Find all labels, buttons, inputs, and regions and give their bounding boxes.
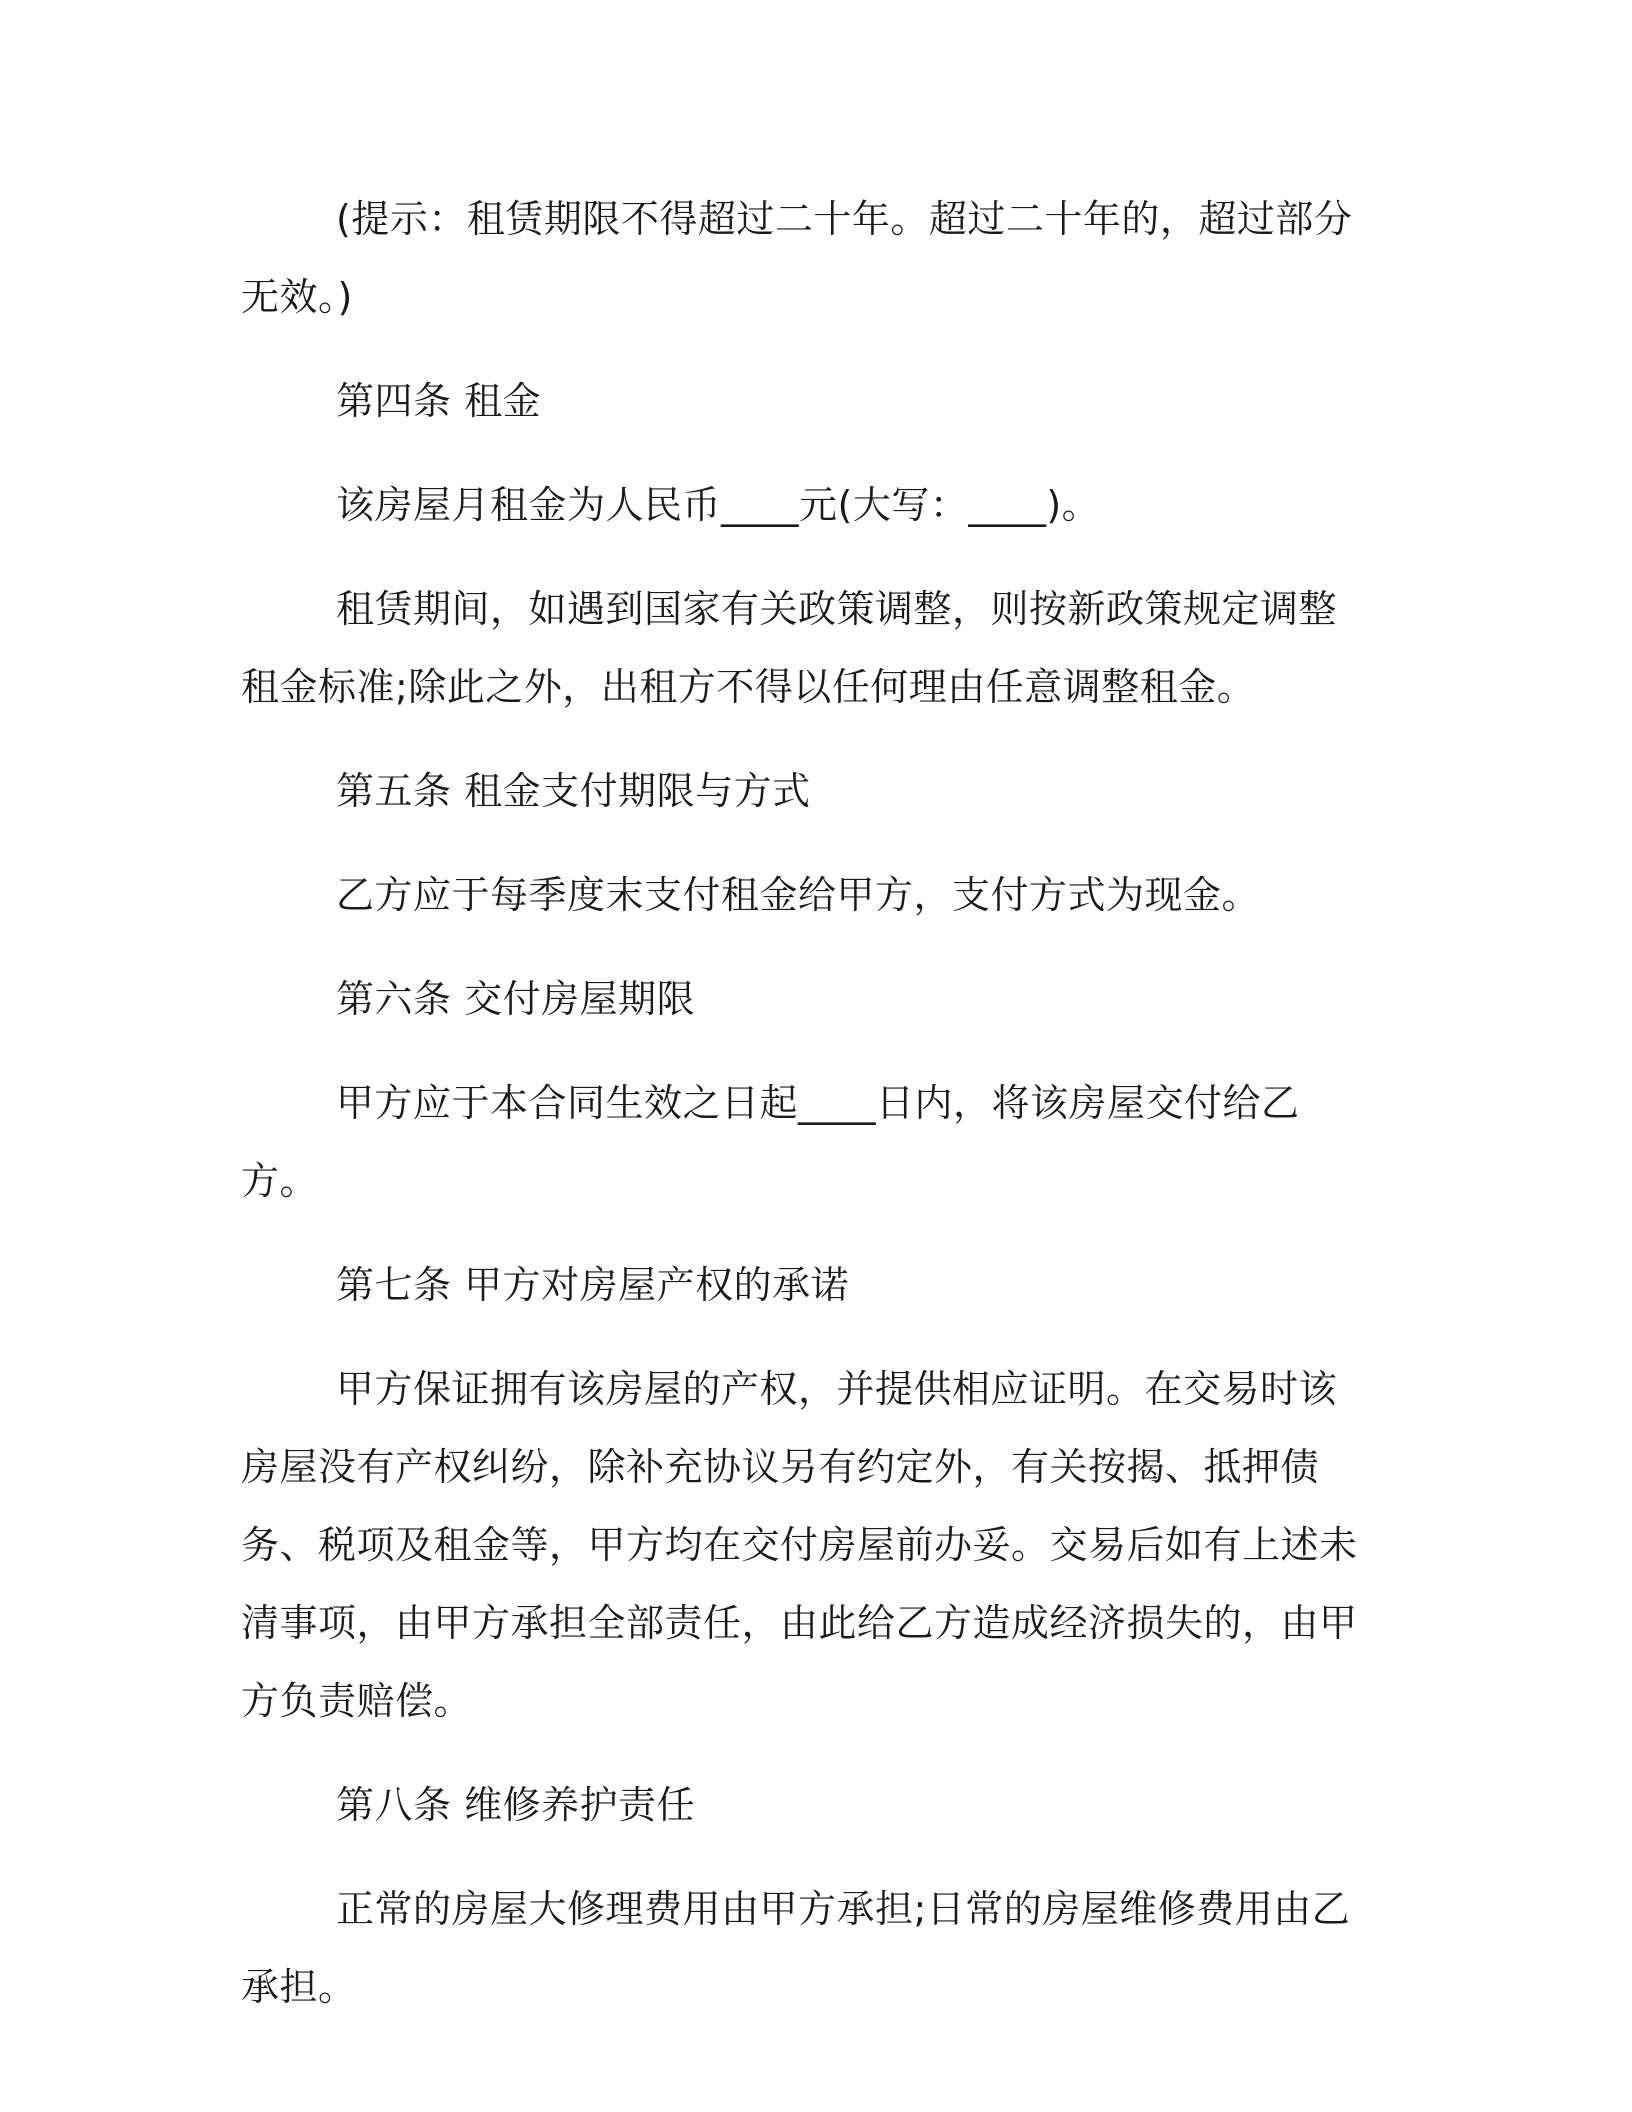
delivery-deadline-paragraph: 甲方应于本合同生效之日起____日内，将该房屋交付给乙方。 [241, 1081, 1300, 1203]
article-8-heading: 第八条 维修养护责任 [336, 1783, 696, 1827]
rent-adjustment-paragraph: 租赁期间，如遇到国家有关政策调整，则按新政策规定调整租金标准;除此之外，出租方不得以任何理由任意调整租金。 [241, 587, 1338, 709]
note-paragraph: (提示：租赁期限不得超过二十年。超过二十年的，超过部分无效。) [241, 197, 1353, 319]
maintenance-paragraph: 正常的房屋大修理费用由甲方承担;日常的房屋维修费用由乙承担。 [241, 1887, 1351, 2009]
property-rights-paragraph: 甲方保证拥有该房屋的产权，并提供相应证明。在交易时该房屋没有产权纠纷，除补充协议另有约定外，有关按揭、抵押债务、税项及租金等，甲方均在交付房屋前办妥。交易后如有上述未清事项，由甲方承担全部责任，由此给乙方造成经济损失的，由甲方负责赔偿。 [241, 1367, 1358, 1723]
rent-amount-paragraph: 该房屋月租金为人民币____元(大写：____)。 [336, 483, 1101, 527]
article-4-heading: 第四条 租金 [336, 379, 542, 423]
document-body [241, 180, 1371, 2026]
payment-method-paragraph: 乙方应于每季度末支付租金给甲方，支付方式为现金。 [336, 873, 1261, 917]
article-7-heading: 第七条 甲方对房屋产权的承诺 [336, 1263, 850, 1307]
article-5-heading: 第五条 租金支付期限与方式 [336, 769, 811, 813]
article-6-heading: 第六条 交付房屋期限 [336, 977, 696, 1021]
